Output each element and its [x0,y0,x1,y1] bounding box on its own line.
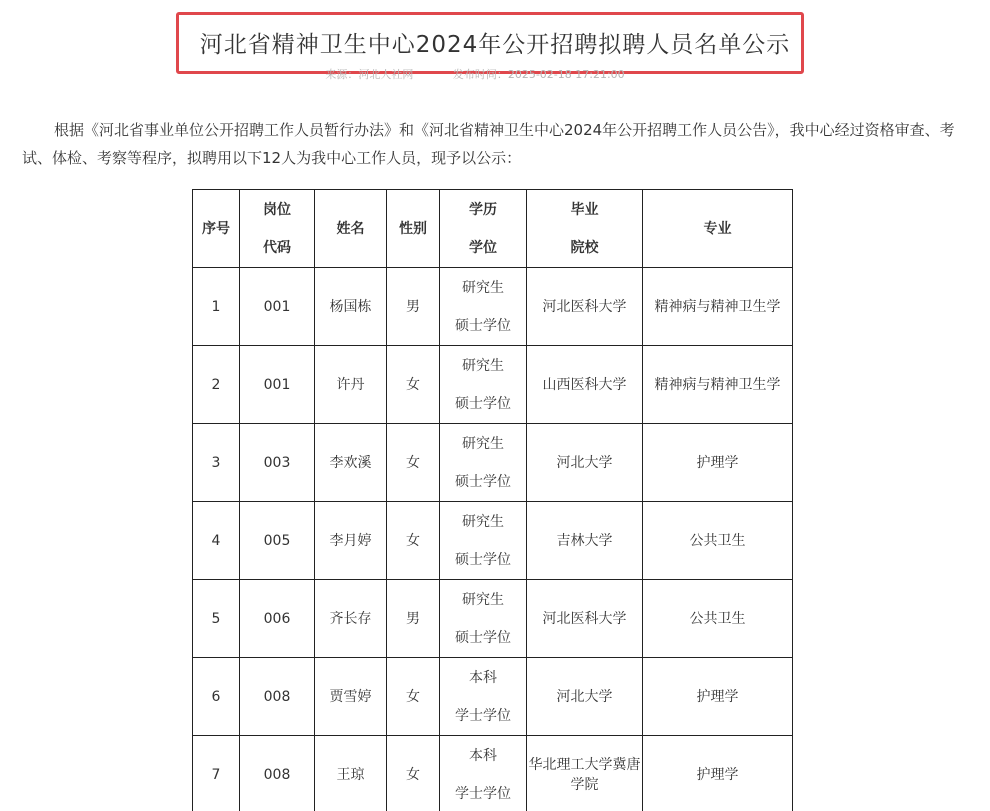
header-seq: 序号 [193,190,240,268]
header-gender: 性别 [387,190,440,268]
cell-seq: 5 [193,580,240,658]
cell-code: 008 [240,658,315,736]
intro-paragraph: 根据《河北省事业单位公开招聘工作人员暂行办法》和《河北省精神卫生中心2024年公开招聘工作人员公告》，我中心经过资格审查、考试、体检、考察等程序，拟聘用以下12人为我中心工作人员，现予以公示： [22,121,955,167]
cell-code: 005 [240,502,315,580]
cell-education: 本科 学士学位 [440,658,527,736]
cell-code: 003 [240,424,315,502]
cell-name: 王琼 [315,736,387,811]
table-header-row [193,190,793,268]
table-row [193,658,793,736]
page-title: 河北省精神卫生中心2024年公开招聘拟聘人员名单公示 [199,32,791,58]
cell-gender: 女 [387,346,440,424]
header-post-code: 岗位 代码 [240,190,315,268]
table-row [193,346,793,424]
table-row [193,424,793,502]
cell-major: 精神病与精神卫生学 [643,346,793,424]
cell-gender: 男 [387,580,440,658]
cell-name: 齐长存 [315,580,387,658]
cell-education: 研究生 硕士学位 [440,268,527,346]
cell-school: 河北大学 [527,658,643,736]
cell-education: 研究生 硕士学位 [440,424,527,502]
cell-major: 精神病与精神卫生学 [643,268,793,346]
cell-seq: 7 [193,736,240,811]
cell-seq: 2 [193,346,240,424]
candidate-table [192,189,793,811]
table-row [193,736,793,811]
cell-code: 006 [240,580,315,658]
cell-education: 本科 学士学位 [440,736,527,811]
header-major: 专业 [643,190,793,268]
header-education: 学历 学位 [440,190,527,268]
cell-seq: 6 [193,658,240,736]
cell-code: 008 [240,736,315,811]
cell-major: 护理学 [643,736,793,811]
cell-gender: 女 [387,424,440,502]
table-row [193,268,793,346]
cell-name: 许丹 [315,346,387,424]
cell-school: 河北医科大学 [527,268,643,346]
cell-name: 李月婷 [315,502,387,580]
cell-major: 公共卫生 [643,502,793,580]
cell-school: 山西医科大学 [527,346,643,424]
cell-gender: 女 [387,658,440,736]
cell-school: 华北理工大学冀唐学院 [527,736,643,811]
cell-school: 吉林大学 [527,502,643,580]
cell-gender: 女 [387,736,440,811]
cell-gender: 女 [387,502,440,580]
cell-major: 护理学 [643,658,793,736]
cell-name: 李欢溪 [315,424,387,502]
cell-name: 杨国栋 [315,268,387,346]
cell-code: 001 [240,268,315,346]
cell-seq: 4 [193,502,240,580]
table-row [193,502,793,580]
cell-code: 001 [240,346,315,424]
cell-school: 河北大学 [527,424,643,502]
cell-seq: 1 [193,268,240,346]
table-row [193,580,793,658]
header-name: 姓名 [315,190,387,268]
cell-gender: 男 [387,268,440,346]
article-published-time: 发布时间：2025-02-18 17:21:00 [452,68,625,81]
cell-education: 研究生 硕士学位 [440,580,527,658]
article-source[interactable]: 来源：河北人社网 [325,68,414,81]
cell-education: 研究生 硕士学位 [440,346,527,424]
article-meta [0,66,950,82]
cell-seq: 3 [193,424,240,502]
cell-name: 贾雪婷 [315,658,387,736]
cell-major: 公共卫生 [643,580,793,658]
header-school: 毕业 院校 [527,190,643,268]
cell-major: 护理学 [643,424,793,502]
cell-education: 研究生 硕士学位 [440,502,527,580]
cell-school: 河北医科大学 [527,580,643,658]
